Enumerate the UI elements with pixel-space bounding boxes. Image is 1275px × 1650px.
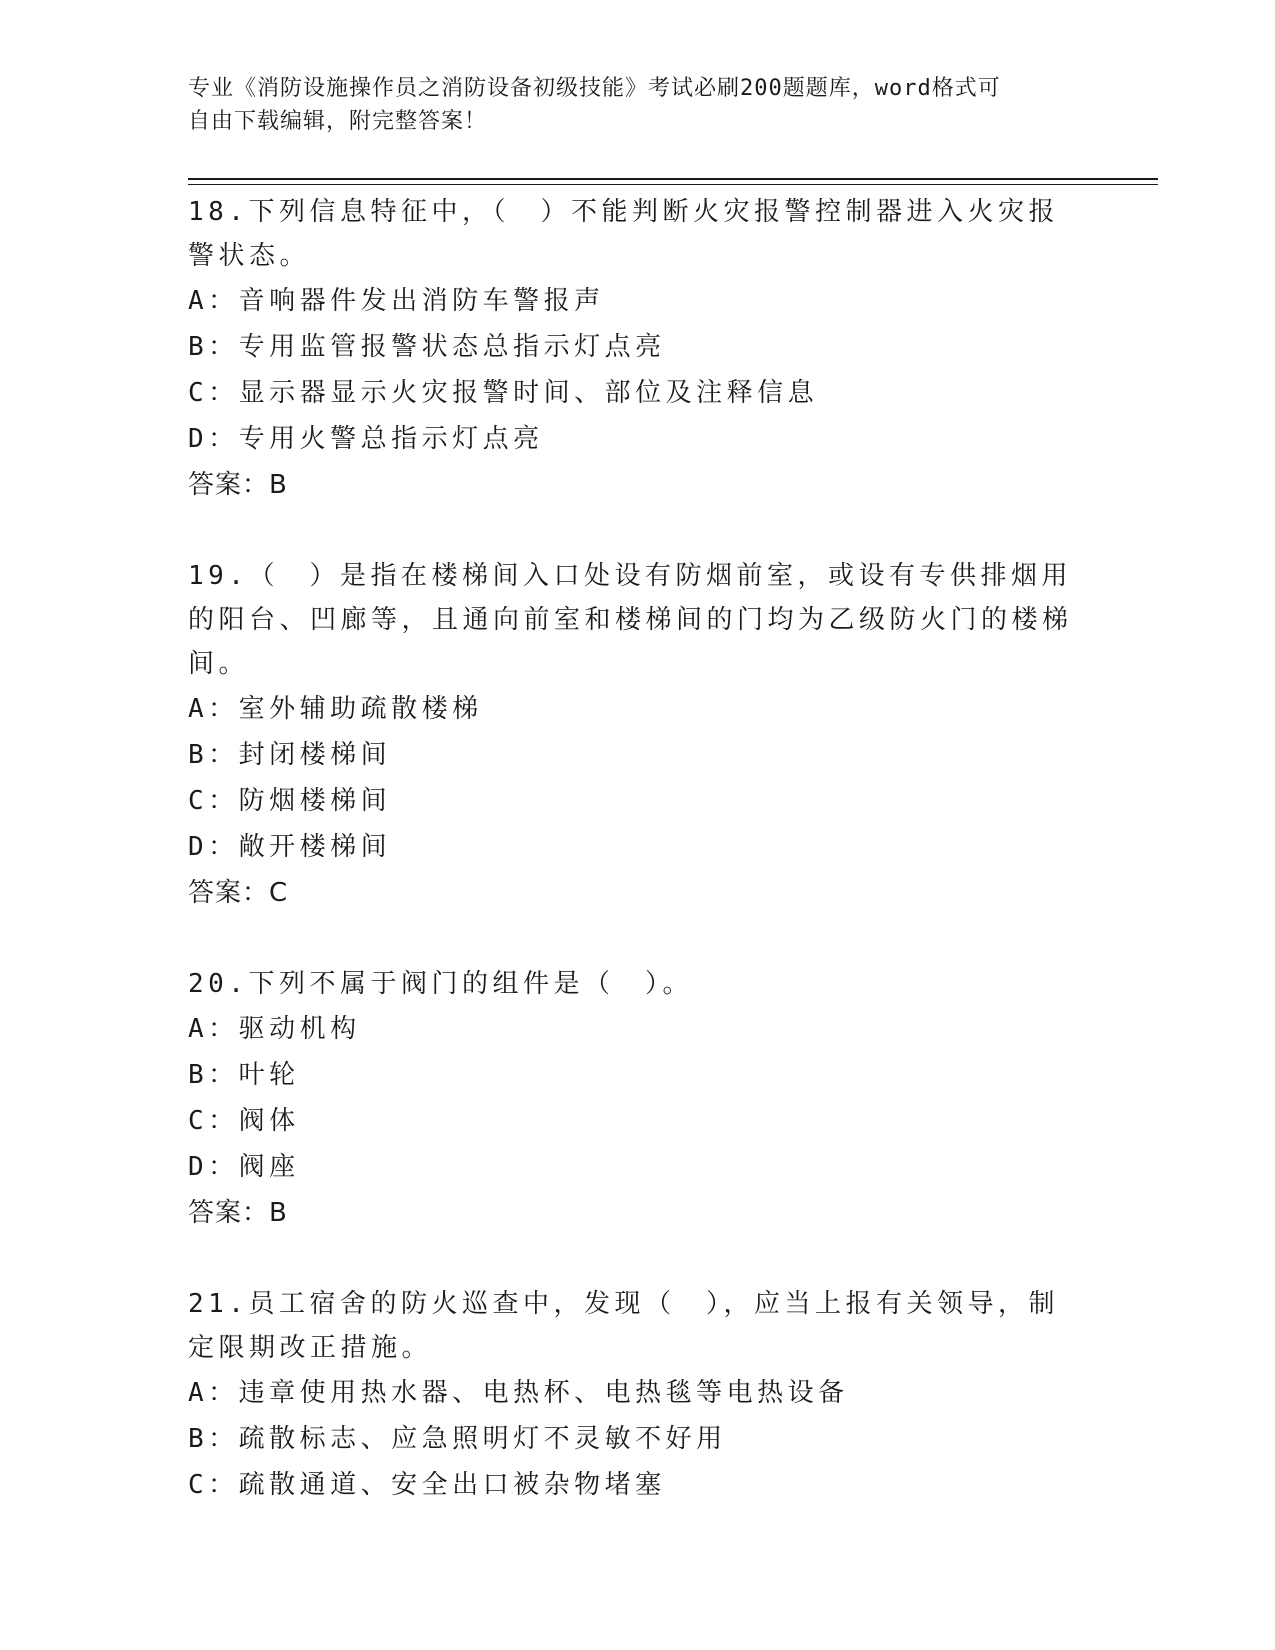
option-c: C：防烟楼梯间	[188, 786, 392, 816]
option-b: B：封闭楼梯间	[188, 740, 392, 770]
header-divider-thick	[188, 178, 1158, 180]
answer: 答案：C	[188, 878, 289, 908]
option-a: A：驱动机构	[188, 1014, 361, 1044]
option-b: B：叶轮	[188, 1060, 300, 1090]
question-text: 20.下列不属于阀门的组件是（ ）。	[188, 969, 693, 999]
option-c: C：阀体	[188, 1106, 300, 1136]
question-19	[188, 554, 1088, 916]
question-text: 18.下列信息特征中，（ ）不能判断火灾报警控制器进入火灾报警状态。	[188, 197, 1059, 271]
question-text: 21.员工宿舍的防火巡查中，发现（ ），应当上报有关领导，制定限期改正措施。	[188, 1289, 1059, 1363]
question-21	[188, 1282, 1088, 1508]
option-b: B：疏散标志、应急照明灯不灵敏不好用	[188, 1424, 727, 1454]
question-text: 19.（ ）是指在楼梯间入口处设有防烟前室，或设有专供排烟用的阳台、凹廊等，且通向前室和楼梯间的门均为乙级防火门的楼梯间。	[188, 561, 1073, 679]
option-c: C：显示器显示火灾报警时间、部位及注释信息	[188, 378, 819, 408]
option-c: C：疏散通道、安全出口被杂物堵塞	[188, 1470, 666, 1500]
option-b: B：专用监管报警状态总指示灯点亮	[188, 332, 666, 362]
answer: 答案：B	[188, 1198, 288, 1228]
question-20	[188, 962, 1088, 1236]
header-divider-thin	[188, 184, 1158, 185]
option-d: D：敞开楼梯间	[188, 832, 392, 862]
header-line-1: 专业《消防设施操作员之消防设备初级技能》考试必刷200题题库，word格式可	[188, 76, 1001, 101]
question-list	[188, 190, 1088, 1554]
option-a: A：违章使用热水器、电热杯、电热毯等电热设备	[188, 1378, 849, 1408]
option-d: D：专用火警总指示灯点亮	[188, 424, 544, 454]
option-a: A：室外辅助疏散楼梯	[188, 694, 483, 724]
option-a: A：音响器件发出消防车警报声	[188, 286, 605, 316]
document-header	[188, 72, 1088, 138]
header-line-2: 自由下载编辑，附完整答案！	[188, 109, 488, 134]
question-18	[188, 190, 1088, 508]
answer: 答案：B	[188, 470, 288, 500]
option-d: D：阀座	[188, 1152, 300, 1182]
